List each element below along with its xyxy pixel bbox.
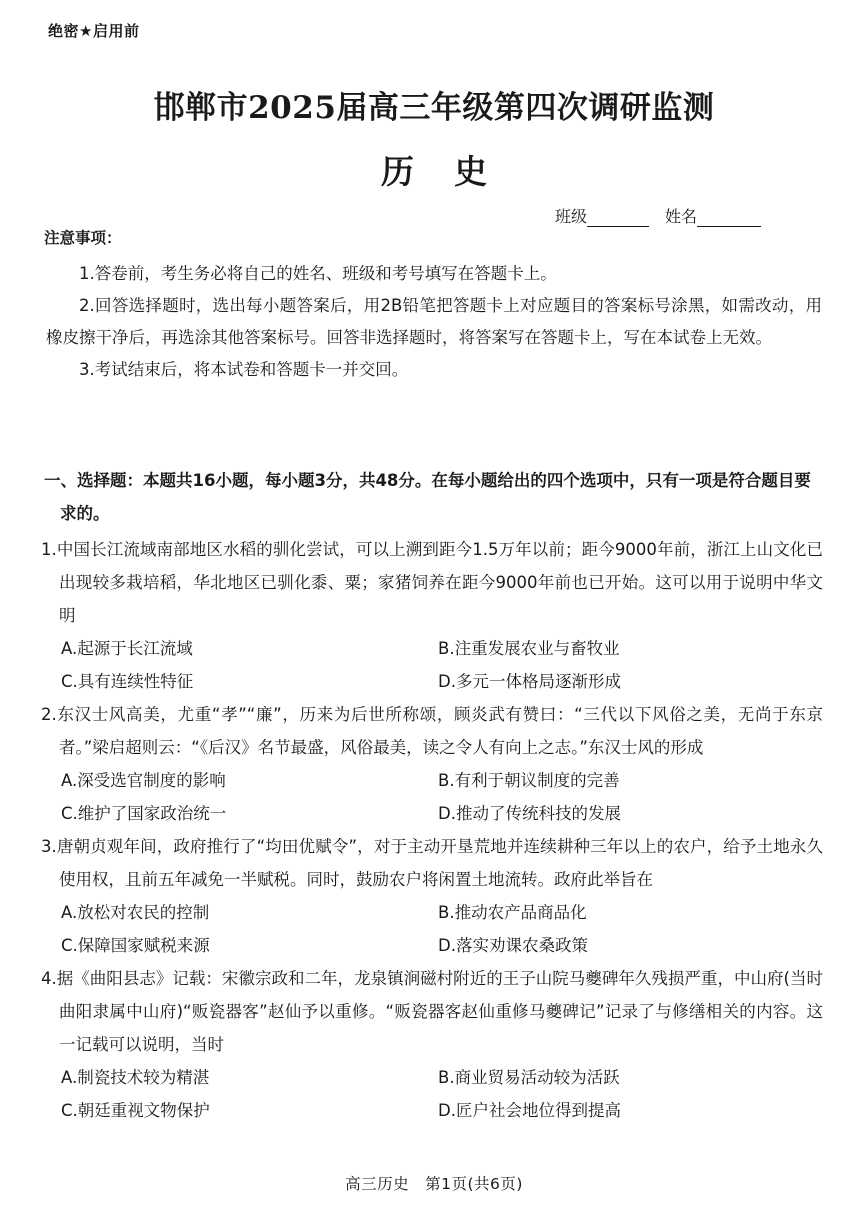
question-stem: 3.唐朝贞观年间，政府推行了“均田优赋令”，对于主动开垦荒地并连续耕种三年以上的农户，给予土地永久使用权，且前五年减免一半赋税。同时，鼓励农户将闲置土地流转。政府此举旨在 (41, 837, 823, 889)
secret-label: 绝密★启用前 (48, 22, 140, 40)
page-footer: 高三历史 第1页(共6页) (345, 1175, 523, 1193)
option-d: D.落实劝课农桑政策 (438, 936, 588, 955)
question-stem: 2.东汉士风高美，尤重“孝”“廉”，历来为后世所称颂，顾炎武有赞曰：“三代以下风俗之美，无尚于东京者。”梁启超则云：“《后汉》名节最盛，风俗最美，读之令人有向上之志。”东汉士风的形成 (41, 705, 823, 757)
option-d: D.推动了传统科技的发展 (438, 804, 621, 823)
option-a: A.制瓷技术较为精湛 (61, 1068, 210, 1087)
section-heading: 一、选择题：本题共16小题，每小题3分，共48分。在每小题给出的四个选项中，只有一项是符合题目要求的。 (44, 471, 811, 523)
class-name-fields (555, 204, 761, 227)
name-blank (697, 210, 761, 227)
exam-title: 邯郸市2025届高三年级第四次调研监测 (153, 90, 715, 126)
question-2 (28, 698, 823, 830)
option-b: B.注重发展农业与畜牧业 (438, 639, 620, 658)
option-a: A.放松对农民的控制 (61, 903, 210, 922)
class-blank (587, 210, 649, 227)
notice-item: 3.考试结束后，将本试卷和答题卡一并交回。 (79, 360, 409, 379)
question-3 (28, 830, 823, 962)
notice-heading: 注意事项： (44, 229, 122, 247)
option-a: A.起源于长江流域 (61, 639, 193, 658)
subject-title: 历史 (381, 152, 527, 191)
question-stem: 1.中国长江流域南部地区水稻的驯化尝试，可以上溯到距今1.5万年以前；距今9000年前，浙江上山文化已出现较多栽培稻，华北地区已驯化黍、粟；家猪饲养在距今9000年前也已开始。这可以用于说明中华文明 (41, 540, 823, 625)
notice-list (46, 258, 822, 386)
option-c: C.保障国家赋税来源 (61, 936, 210, 955)
class-label: 班级 (555, 207, 588, 226)
option-c: C.维护了国家政治统一 (61, 804, 227, 823)
question-stem: 4.据《曲阳县志》记载：宋徽宗政和二年，龙泉镇涧磁村附近的王子山院马夔碑年久残损严重，中山府(当时曲阳隶属中山府)“贩瓷器客”赵仙予以重修。“贩瓷器客赵仙重修马夔碑记”记录了与修缮相关的内容。这一记载可以说明，当时 (41, 969, 823, 1054)
option-b: B.有利于朝议制度的完善 (438, 771, 620, 790)
question-options (28, 1061, 823, 1127)
question-4 (28, 962, 823, 1127)
option-d: D.匠户社会地位得到提高 (438, 1101, 621, 1120)
question-options (28, 896, 823, 962)
option-c: C.具有连续性特征 (61, 672, 194, 691)
question-list (28, 533, 823, 1127)
option-a: A.深受选官制度的影响 (61, 771, 226, 790)
notice-item: 1.答卷前，考生务必将自己的姓名、班级和考号填写在答题卡上。 (79, 264, 557, 283)
option-c: C.朝廷重视文物保护 (61, 1101, 210, 1120)
option-d: D.多元一体格局逐渐形成 (438, 672, 621, 691)
option-b: B.商业贸易活动较为活跃 (438, 1068, 620, 1087)
name-label: 姓名 (665, 207, 698, 226)
question-1 (28, 533, 823, 698)
notice-item: 2.回答选择题时，选出每小题答案后，用2B铅笔把答题卡上对应题目的答案标号涂黑，如需改动，用橡皮擦干净后，再选涂其他答案标号。回答非选择题时，将答案写在答题卡上，写在本试卷上无效。 (46, 296, 822, 347)
question-options (28, 632, 823, 698)
question-options (28, 764, 823, 830)
option-b: B.推动农产品商品化 (438, 903, 587, 922)
